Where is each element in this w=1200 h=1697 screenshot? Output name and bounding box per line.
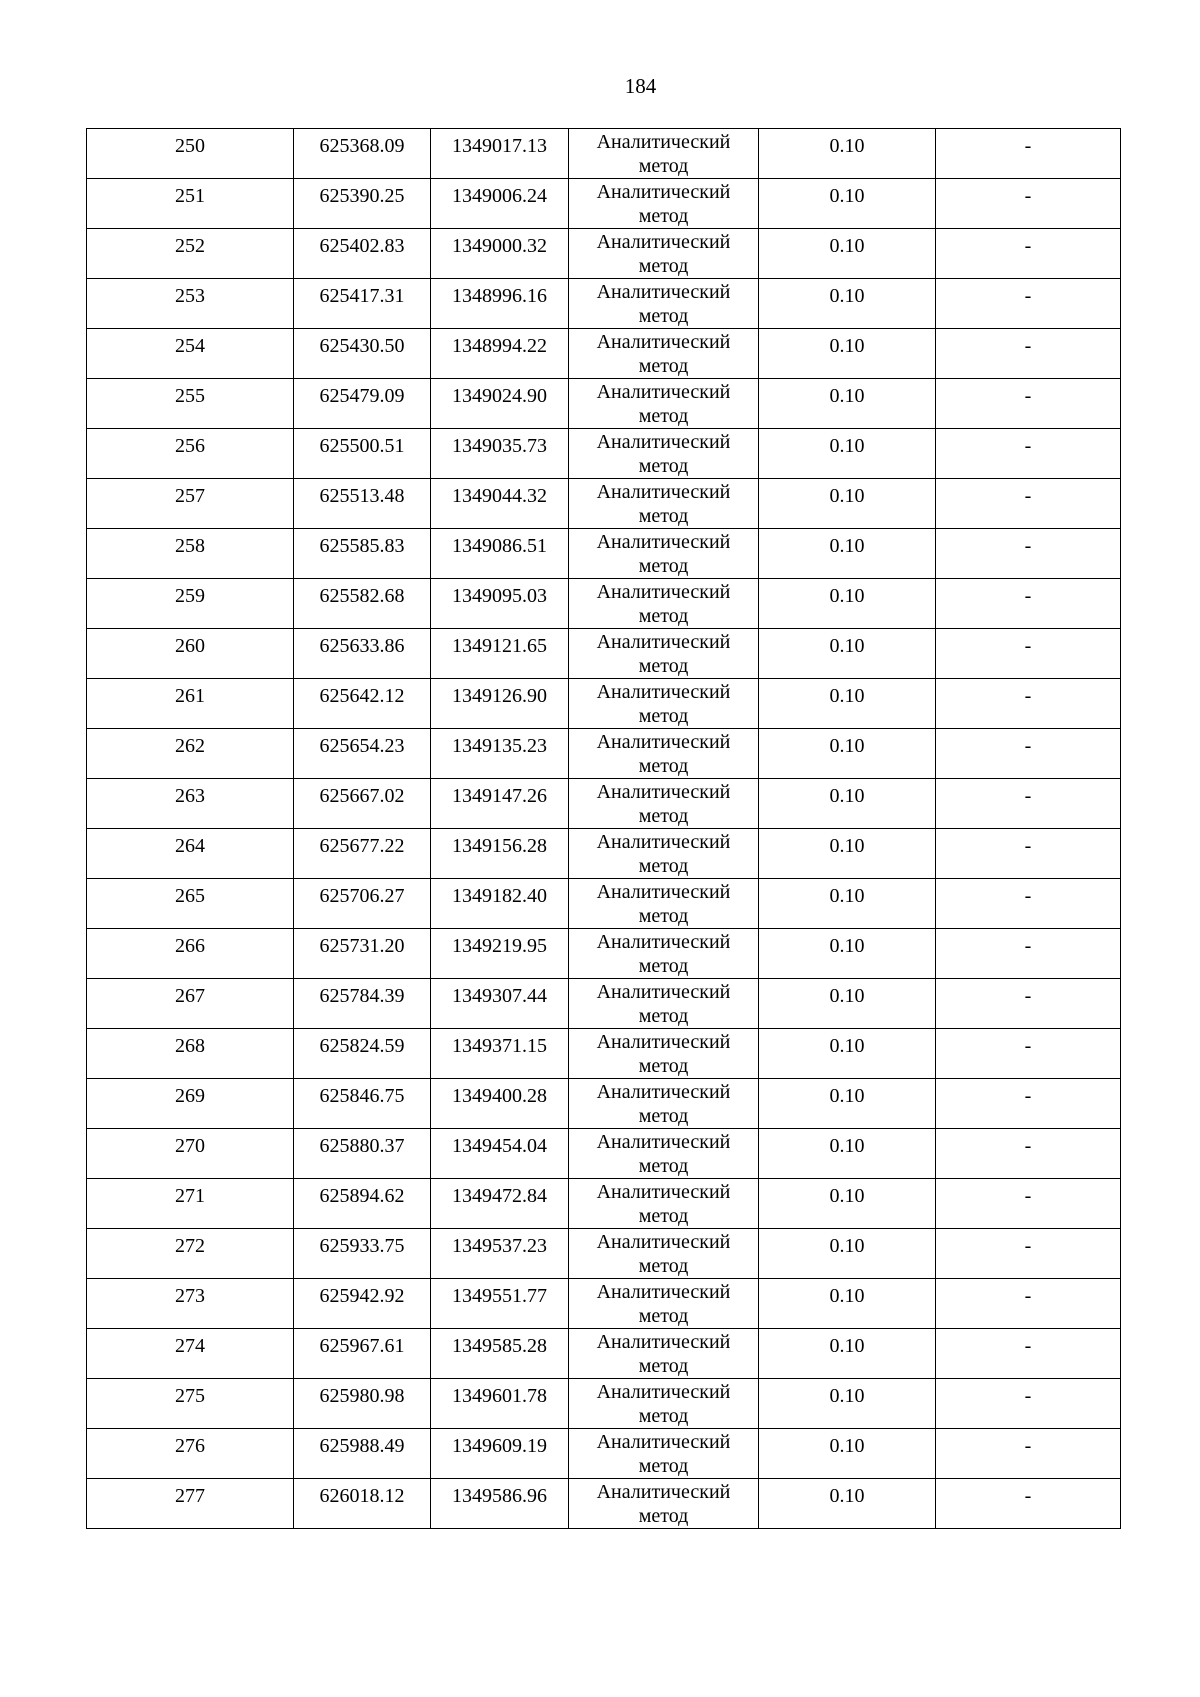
point-number-cell: 276 [87,1429,294,1479]
table-row [87,1029,1121,1079]
y-coordinate-cell: 1349017.13 [431,129,569,179]
method-text-line2: метод [638,955,689,977]
x-coordinate-cell: 625633.86 [294,629,431,679]
point-number-cell: 273 [87,1279,294,1329]
method-text-line2: метод [638,705,689,727]
point-number-cell: 257 [87,479,294,529]
table-row [87,579,1121,629]
point-number-cell: 264 [87,829,294,879]
method-text-line2: метод [638,255,689,277]
method-text-line1: Аналитический [596,1131,731,1153]
accuracy-cell: 0.10 [759,1129,936,1179]
method-cell [569,379,759,429]
method-text-line1: Аналитический [596,1231,731,1253]
y-coordinate-cell: 1349585.28 [431,1329,569,1379]
method-text-line2: метод [638,1155,689,1177]
method-text-line1: Аналитический [596,1181,731,1203]
note-cell: - [936,429,1121,479]
note-cell: - [936,129,1121,179]
method-text-line2: метод [638,905,689,927]
method-text-line1: Аналитический [596,1381,731,1403]
point-number-cell: 256 [87,429,294,479]
note-cell: - [936,479,1121,529]
note-cell: - [936,1379,1121,1429]
point-number-cell: 270 [87,1129,294,1179]
point-number-cell: 269 [87,1079,294,1129]
y-coordinate-cell: 1349182.40 [431,879,569,929]
x-coordinate-cell: 625880.37 [294,1129,431,1179]
y-coordinate-cell: 1348996.16 [431,279,569,329]
method-text-line2: метод [638,505,689,527]
method-cell [569,1029,759,1079]
accuracy-cell: 0.10 [759,279,936,329]
table-row [87,1329,1121,1379]
method-text-line1: Аналитический [596,631,731,653]
method-text-line2: метод [638,605,689,627]
method-text-line2: метод [638,1455,689,1477]
x-coordinate-cell: 625417.31 [294,279,431,329]
table-row [87,179,1121,229]
method-text-line2: метод [638,305,689,327]
accuracy-cell: 0.10 [759,379,936,429]
point-number-cell: 255 [87,379,294,429]
method-text-line1: Аналитический [596,431,731,453]
note-cell: - [936,579,1121,629]
method-text-line1: Аналитический [596,281,731,303]
method-cell [569,579,759,629]
y-coordinate-cell: 1349307.44 [431,979,569,1029]
method-text-line1: Аналитический [596,1431,731,1453]
accuracy-cell: 0.10 [759,879,936,929]
method-text-line1: Аналитический [596,681,731,703]
method-text-line1: Аналитический [596,881,731,903]
method-cell [569,629,759,679]
x-coordinate-cell: 625513.48 [294,479,431,529]
note-cell: - [936,979,1121,1029]
accuracy-cell: 0.10 [759,1229,936,1279]
accuracy-cell: 0.10 [759,1479,936,1529]
point-number-cell: 261 [87,679,294,729]
table-row [87,1479,1121,1529]
accuracy-cell: 0.10 [759,129,936,179]
note-cell: - [936,879,1121,929]
y-coordinate-cell: 1349147.26 [431,779,569,829]
point-number-cell: 274 [87,1329,294,1379]
method-text-line1: Аналитический [596,531,731,553]
y-coordinate-cell: 1349086.51 [431,529,569,579]
note-cell: - [936,1029,1121,1079]
method-text-line1: Аналитический [596,781,731,803]
method-cell [569,179,759,229]
note-cell: - [936,629,1121,679]
accuracy-cell: 0.10 [759,779,936,829]
x-coordinate-cell: 625824.59 [294,1029,431,1079]
point-number-cell: 267 [87,979,294,1029]
method-cell [569,829,759,879]
table-row [87,329,1121,379]
note-cell: - [936,679,1121,729]
note-cell: - [936,1179,1121,1229]
method-text-line1: Аналитический [596,181,731,203]
accuracy-cell: 0.10 [759,729,936,779]
method-cell [569,1079,759,1129]
y-coordinate-cell: 1349121.65 [431,629,569,679]
accuracy-cell: 0.10 [759,979,936,1029]
table-row [87,1229,1121,1279]
method-text-line1: Аналитический [596,1281,731,1303]
method-cell [569,1279,759,1329]
x-coordinate-cell: 625846.75 [294,1079,431,1129]
x-coordinate-cell: 625988.49 [294,1429,431,1479]
method-cell [569,1179,759,1229]
y-coordinate-cell: 1349156.28 [431,829,569,879]
note-cell: - [936,929,1121,979]
point-number-cell: 277 [87,1479,294,1529]
method-cell [569,129,759,179]
method-text-line1: Аналитический [596,1331,731,1353]
method-cell [569,1479,759,1529]
table-row [87,279,1121,329]
table-row [87,479,1121,529]
point-number-cell: 265 [87,879,294,929]
y-coordinate-cell: 1349219.95 [431,929,569,979]
note-cell: - [936,229,1121,279]
table-row [87,429,1121,479]
x-coordinate-cell: 625368.09 [294,129,431,179]
table-row [87,1429,1121,1479]
accuracy-cell: 0.10 [759,1329,936,1379]
y-coordinate-cell: 1349601.78 [431,1379,569,1429]
point-number-cell: 251 [87,179,294,229]
table-row [87,779,1121,829]
x-coordinate-cell: 625479.09 [294,379,431,429]
x-coordinate-cell: 626018.12 [294,1479,431,1529]
method-cell [569,1129,759,1179]
method-cell [569,1429,759,1479]
y-coordinate-cell: 1349024.90 [431,379,569,429]
point-number-cell: 252 [87,229,294,279]
accuracy-cell: 0.10 [759,1379,936,1429]
method-text-line1: Аналитический [596,131,731,153]
y-coordinate-cell: 1349000.32 [431,229,569,279]
method-text-line1: Аналитический [596,931,731,953]
table-row [87,229,1121,279]
method-text-line2: метод [638,1305,689,1327]
method-text-line2: метод [638,1255,689,1277]
method-text-line2: метод [638,1105,689,1127]
method-text-line2: метод [638,1005,689,1027]
point-number-cell: 262 [87,729,294,779]
method-cell [569,779,759,829]
x-coordinate-cell: 625667.02 [294,779,431,829]
note-cell: - [936,1429,1121,1479]
note-cell: - [936,1279,1121,1329]
method-text-line1: Аналитический [596,581,731,603]
y-coordinate-cell: 1349472.84 [431,1179,569,1229]
accuracy-cell: 0.10 [759,1179,936,1229]
y-coordinate-cell: 1349454.04 [431,1129,569,1179]
point-number-cell: 260 [87,629,294,679]
x-coordinate-cell: 625980.98 [294,1379,431,1429]
x-coordinate-cell: 625933.75 [294,1229,431,1279]
x-coordinate-cell: 625500.51 [294,429,431,479]
accuracy-cell: 0.10 [759,1029,936,1079]
method-cell [569,429,759,479]
point-number-cell: 250 [87,129,294,179]
method-text-line2: метод [638,1055,689,1077]
accuracy-cell: 0.10 [759,479,936,529]
x-coordinate-cell: 625706.27 [294,879,431,929]
y-coordinate-cell: 1349135.23 [431,729,569,779]
y-coordinate-cell: 1349095.03 [431,579,569,629]
note-cell: - [936,329,1121,379]
page-number: 184 [624,74,657,98]
table-row [87,679,1121,729]
point-number-cell: 263 [87,779,294,829]
x-coordinate-cell: 625585.83 [294,529,431,579]
y-coordinate-cell: 1349126.90 [431,679,569,729]
method-text-line2: метод [638,455,689,477]
accuracy-cell: 0.10 [759,579,936,629]
table-row [87,379,1121,429]
note-cell: - [936,1329,1121,1379]
y-coordinate-cell: 1348994.22 [431,329,569,379]
table-row [87,1279,1121,1329]
method-text-line1: Аналитический [596,1081,731,1103]
y-coordinate-cell: 1349035.73 [431,429,569,479]
accuracy-cell: 0.10 [759,179,936,229]
y-coordinate-cell: 1349551.77 [431,1279,569,1329]
method-text-line2: метод [638,855,689,877]
y-coordinate-cell: 1349044.32 [431,479,569,529]
coordinates-table [86,128,1121,1529]
method-text-line1: Аналитический [596,331,731,353]
table-row [87,1379,1121,1429]
method-text-line1: Аналитический [596,731,731,753]
method-text-line2: метод [638,555,689,577]
note-cell: - [936,1229,1121,1279]
y-coordinate-cell: 1349006.24 [431,179,569,229]
table-row [87,729,1121,779]
y-coordinate-cell: 1349609.19 [431,1429,569,1479]
table-row [87,1079,1121,1129]
accuracy-cell: 0.10 [759,679,936,729]
note-cell: - [936,179,1121,229]
method-cell [569,679,759,729]
x-coordinate-cell: 625390.25 [294,179,431,229]
method-text-line2: метод [638,1205,689,1227]
table-body [87,129,1121,1529]
x-coordinate-cell: 625731.20 [294,929,431,979]
x-coordinate-cell: 625784.39 [294,979,431,1029]
method-cell [569,879,759,929]
accuracy-cell: 0.10 [759,229,936,279]
table-row [87,129,1121,179]
table-row [87,879,1121,929]
method-cell [569,279,759,329]
table-row [87,929,1121,979]
table-row [87,1179,1121,1229]
note-cell: - [936,829,1121,879]
y-coordinate-cell: 1349400.28 [431,1079,569,1129]
accuracy-cell: 0.10 [759,1079,936,1129]
x-coordinate-cell: 625677.22 [294,829,431,879]
method-cell [569,979,759,1029]
note-cell: - [936,729,1121,779]
accuracy-cell: 0.10 [759,329,936,379]
method-text-line1: Аналитический [596,981,731,1003]
y-coordinate-cell: 1349371.15 [431,1029,569,1079]
method-text-line2: метод [638,805,689,827]
method-cell [569,479,759,529]
method-text-line2: метод [638,205,689,227]
accuracy-cell: 0.10 [759,829,936,879]
method-cell [569,929,759,979]
accuracy-cell: 0.10 [759,929,936,979]
point-number-cell: 271 [87,1179,294,1229]
x-coordinate-cell: 625430.50 [294,329,431,379]
note-cell: - [936,279,1121,329]
accuracy-cell: 0.10 [759,1279,936,1329]
point-number-cell: 253 [87,279,294,329]
method-text-line1: Аналитический [596,231,731,253]
accuracy-cell: 0.10 [759,629,936,679]
method-text-line2: метод [638,655,689,677]
method-text-line2: метод [638,355,689,377]
x-coordinate-cell: 625642.12 [294,679,431,729]
point-number-cell: 266 [87,929,294,979]
method-text-line1: Аналитический [596,481,731,503]
x-coordinate-cell: 625942.92 [294,1279,431,1329]
point-number-cell: 272 [87,1229,294,1279]
note-cell: - [936,529,1121,579]
table-row [87,1129,1121,1179]
method-text-line2: метод [638,1405,689,1427]
point-number-cell: 254 [87,329,294,379]
table-row [87,829,1121,879]
method-cell [569,1379,759,1429]
x-coordinate-cell: 625894.62 [294,1179,431,1229]
accuracy-cell: 0.10 [759,1429,936,1479]
point-number-cell: 259 [87,579,294,629]
method-text-line2: метод [638,155,689,177]
accuracy-cell: 0.10 [759,529,936,579]
note-cell: - [936,1479,1121,1529]
method-cell [569,529,759,579]
table-row [87,979,1121,1029]
y-coordinate-cell: 1349537.23 [431,1229,569,1279]
table-row [87,529,1121,579]
x-coordinate-cell: 625582.68 [294,579,431,629]
method-text-line1: Аналитический [596,1481,731,1503]
note-cell: - [936,1079,1121,1129]
point-number-cell: 268 [87,1029,294,1079]
note-cell: - [936,779,1121,829]
table-row [87,629,1121,679]
x-coordinate-cell: 625402.83 [294,229,431,279]
note-cell: - [936,379,1121,429]
note-cell: - [936,1129,1121,1179]
method-text-line2: метод [638,405,689,427]
method-cell [569,329,759,379]
method-cell [569,1329,759,1379]
point-number-cell: 275 [87,1379,294,1429]
method-text-line1: Аналитический [596,1031,731,1053]
x-coordinate-cell: 625967.61 [294,1329,431,1379]
accuracy-cell: 0.10 [759,429,936,479]
method-text-line2: метод [638,1505,689,1527]
y-coordinate-cell: 1349586.96 [431,1479,569,1529]
method-text-line2: метод [638,1355,689,1377]
x-coordinate-cell: 625654.23 [294,729,431,779]
point-number-cell: 258 [87,529,294,579]
method-cell [569,1229,759,1279]
method-cell [569,229,759,279]
method-text-line2: метод [638,755,689,777]
method-text-line1: Аналитический [596,831,731,853]
method-cell [569,729,759,779]
method-text-line1: Аналитический [596,381,731,403]
